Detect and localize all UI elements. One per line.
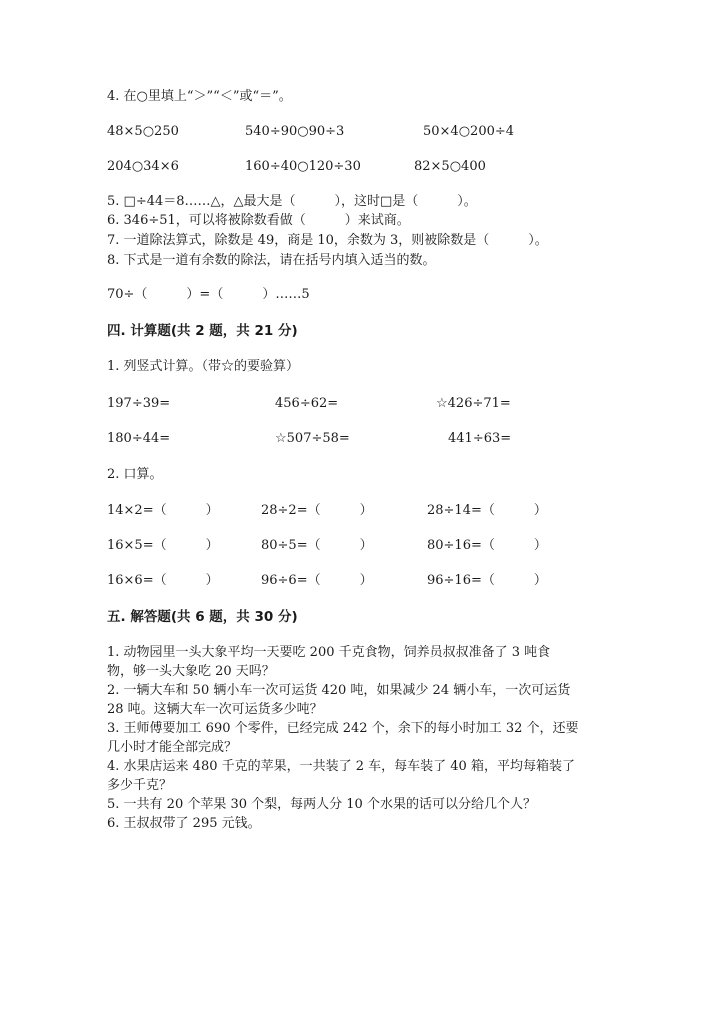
- vertical-calc-item: ☆426÷71=: [436, 396, 511, 411]
- question-7: 7. 一道除法算式，除数是 49，商是 10，余数为 3，则被除数是（ ）。: [107, 233, 548, 248]
- vertical-calc-item: ☆507÷58=: [275, 431, 350, 446]
- question-8: 8. 下式是一道有余数的除法，请在括号内填入适当的数。: [107, 253, 436, 268]
- question-6: 6. 346÷51，可以将被除数看做（ ）来试商。: [107, 213, 410, 228]
- vertical-calc-item: 197÷39=: [107, 396, 171, 411]
- vertical-calc-item: 441÷63=: [448, 431, 512, 446]
- word-problem-line: 3. 王师傅要加工 690 个零件，已经完成 242 个，余下的每小时加工 32 个，还要: [107, 721, 579, 736]
- question-5: 5. □÷44＝8……△，△最大是（ ），这时□是（ ）。: [107, 194, 477, 209]
- oral-calc-item: 80÷16=（ ）: [427, 538, 547, 553]
- compare-item: 50×4○200÷4: [423, 124, 515, 139]
- word-problem-line: 几小时才能全部完成？: [107, 740, 238, 755]
- compare-item: 540÷90○90÷3: [245, 124, 345, 139]
- compare-item: 160÷40○120÷30: [245, 159, 361, 174]
- division-expression: 70÷（ ）=（ ）……5: [107, 287, 310, 302]
- compare-item: 82×5○400: [414, 159, 486, 174]
- oral-calc-item: 96÷6=（ ）: [261, 573, 373, 588]
- word-problem-line: 5. 一共有 20 个苹果 30 个梨，每两人分 10 个水果的话可以分给几个人？: [107, 797, 536, 812]
- word-problem-line: 28 吨。这辆大车一次可运货多少吨？: [107, 702, 323, 717]
- vertical-calc-item: 456÷62=: [275, 396, 339, 411]
- word-problem-line: 2. 一辆大车和 50 辆小车一次可运货 420 吨，如果减少 24 辆小车，一次可运货: [107, 683, 571, 698]
- vertical-calc-item: 180÷44=: [107, 431, 171, 446]
- word-problem-line: 4. 水果店运来 480 千克的苹果，一共装了 2 车，每车装了 40 箱，平均每箱装了: [107, 759, 575, 774]
- section-4-q2: 2. 口算。: [107, 467, 163, 482]
- word-problem-line: 多少千克？: [107, 778, 173, 793]
- compare-item: 204○34×6: [107, 159, 179, 174]
- oral-calc-item: 28÷2=（ ）: [261, 503, 373, 518]
- word-problem-line: 6. 王叔叔带了 295 元钱。: [107, 816, 261, 831]
- word-problem-line: 物，够一头大象吃 20 天吗？: [107, 664, 275, 679]
- compare-question: 4. 在○里填上“＞”“＜”或“＝”。: [107, 89, 292, 104]
- oral-calc-item: 80÷5=（ ）: [261, 538, 373, 553]
- oral-calc-item: 96÷16=（ ）: [427, 573, 547, 588]
- oral-calc-item: 14×2=（ ）: [107, 503, 219, 518]
- section-4-title: 四. 计算题(共 2 题，共 21 分): [107, 323, 298, 339]
- oral-calc-item: 28÷14=（ ）: [427, 503, 547, 518]
- word-problem-line: 1. 动物园里一头大象平均一天要吃 200 千克食物，饲养员叔叔准备了 3 吨食: [107, 645, 551, 660]
- section-5-title: 五. 解答题(共 6 题，共 30 分): [107, 609, 298, 625]
- oral-calc-item: 16×6=（ ）: [107, 573, 219, 588]
- compare-item: 48×5○250: [107, 124, 179, 139]
- oral-calc-item: 16×5=（ ）: [107, 538, 219, 553]
- section-4-q1: 1. 列竖式计算。（带☆的要验算）: [107, 359, 300, 374]
